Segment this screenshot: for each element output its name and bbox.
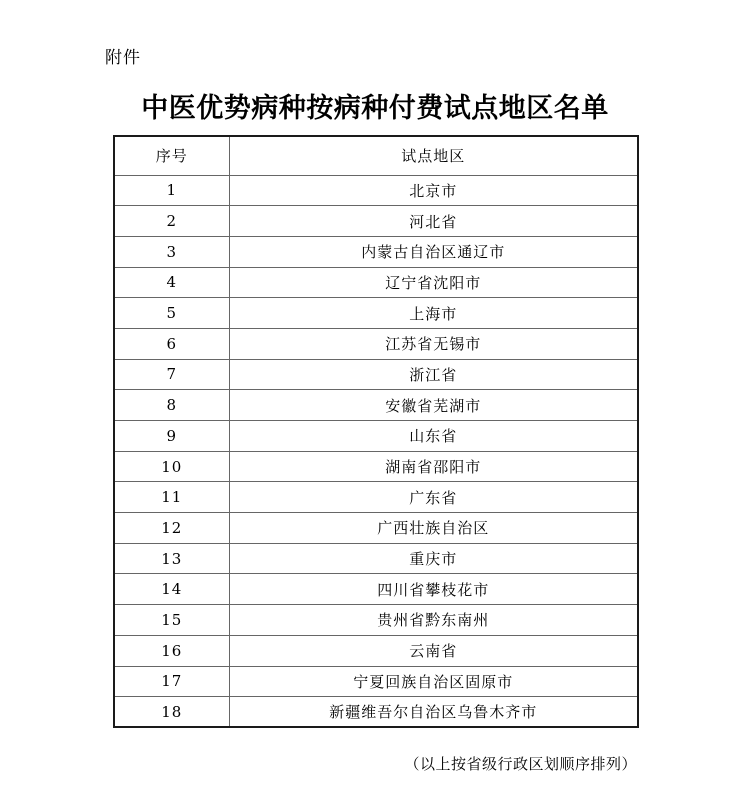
row-region-cell: 云南省 bbox=[229, 635, 638, 666]
row-index-cell: 11 bbox=[114, 482, 229, 513]
row-index-cell: 6 bbox=[114, 328, 229, 359]
footnote: （以上按省级行政区划顺序排列） bbox=[404, 755, 637, 773]
table-row bbox=[114, 236, 638, 267]
table-row bbox=[114, 267, 638, 298]
page-title: 中医优势病种按病种付费试点地区名单 bbox=[141, 93, 609, 124]
row-region-cell: 河北省 bbox=[229, 206, 638, 237]
row-region-cell: 湖南省邵阳市 bbox=[229, 451, 638, 482]
pilot-region-table bbox=[113, 135, 639, 728]
row-region-cell: 上海市 bbox=[229, 298, 638, 329]
table-row bbox=[114, 328, 638, 359]
table-row bbox=[114, 635, 638, 666]
row-region-cell: 内蒙古自治区通辽市 bbox=[229, 236, 638, 267]
table-row bbox=[114, 605, 638, 636]
row-region-cell: 新疆维吾尔自治区乌鲁木齐市 bbox=[229, 697, 638, 728]
row-region-cell: 山东省 bbox=[229, 421, 638, 452]
table-row bbox=[114, 666, 638, 697]
row-index-cell: 10 bbox=[114, 451, 229, 482]
row-index-cell: 15 bbox=[114, 605, 229, 636]
row-index-cell: 3 bbox=[114, 236, 229, 267]
row-region-cell: 广西壮族自治区 bbox=[229, 513, 638, 544]
table-row bbox=[114, 451, 638, 482]
row-region-cell: 贵州省黔东南州 bbox=[229, 605, 638, 636]
row-region-cell: 广东省 bbox=[229, 482, 638, 513]
row-region-cell: 浙江省 bbox=[229, 359, 638, 390]
table-row bbox=[114, 298, 638, 329]
row-index-cell: 4 bbox=[114, 267, 229, 298]
row-index-cell: 5 bbox=[114, 298, 229, 329]
table-row bbox=[114, 175, 638, 206]
row-index-cell: 16 bbox=[114, 635, 229, 666]
table-row bbox=[114, 543, 638, 574]
table-row bbox=[114, 513, 638, 544]
column-header-region: 试点地区 bbox=[229, 136, 638, 175]
row-region-cell: 安徽省芜湖市 bbox=[229, 390, 638, 421]
table-row bbox=[114, 421, 638, 452]
table-row bbox=[114, 390, 638, 421]
row-region-cell: 重庆市 bbox=[229, 543, 638, 574]
table-row bbox=[114, 206, 638, 237]
row-region-cell: 四川省攀枝花市 bbox=[229, 574, 638, 605]
row-index-cell: 17 bbox=[114, 666, 229, 697]
column-header-index: 序号 bbox=[114, 136, 229, 175]
row-index-cell: 8 bbox=[114, 390, 229, 421]
row-index-cell: 7 bbox=[114, 359, 229, 390]
table-header-row bbox=[114, 136, 638, 175]
row-region-cell: 江苏省无锡市 bbox=[229, 328, 638, 359]
row-region-cell: 辽宁省沈阳市 bbox=[229, 267, 638, 298]
row-index-cell: 1 bbox=[114, 175, 229, 206]
row-index-cell: 2 bbox=[114, 206, 229, 237]
table-row bbox=[114, 482, 638, 513]
row-region-cell: 北京市 bbox=[229, 175, 638, 206]
row-index-cell: 14 bbox=[114, 574, 229, 605]
row-index-cell: 13 bbox=[114, 543, 229, 574]
row-region-cell: 宁夏回族自治区固原市 bbox=[229, 666, 638, 697]
row-index-cell: 18 bbox=[114, 697, 229, 728]
table-row bbox=[114, 574, 638, 605]
table-row bbox=[114, 697, 638, 728]
row-index-cell: 12 bbox=[114, 513, 229, 544]
row-index-cell: 9 bbox=[114, 421, 229, 452]
table-body bbox=[114, 175, 638, 727]
table-row bbox=[114, 359, 638, 390]
attachment-label: 附件 bbox=[105, 48, 141, 68]
